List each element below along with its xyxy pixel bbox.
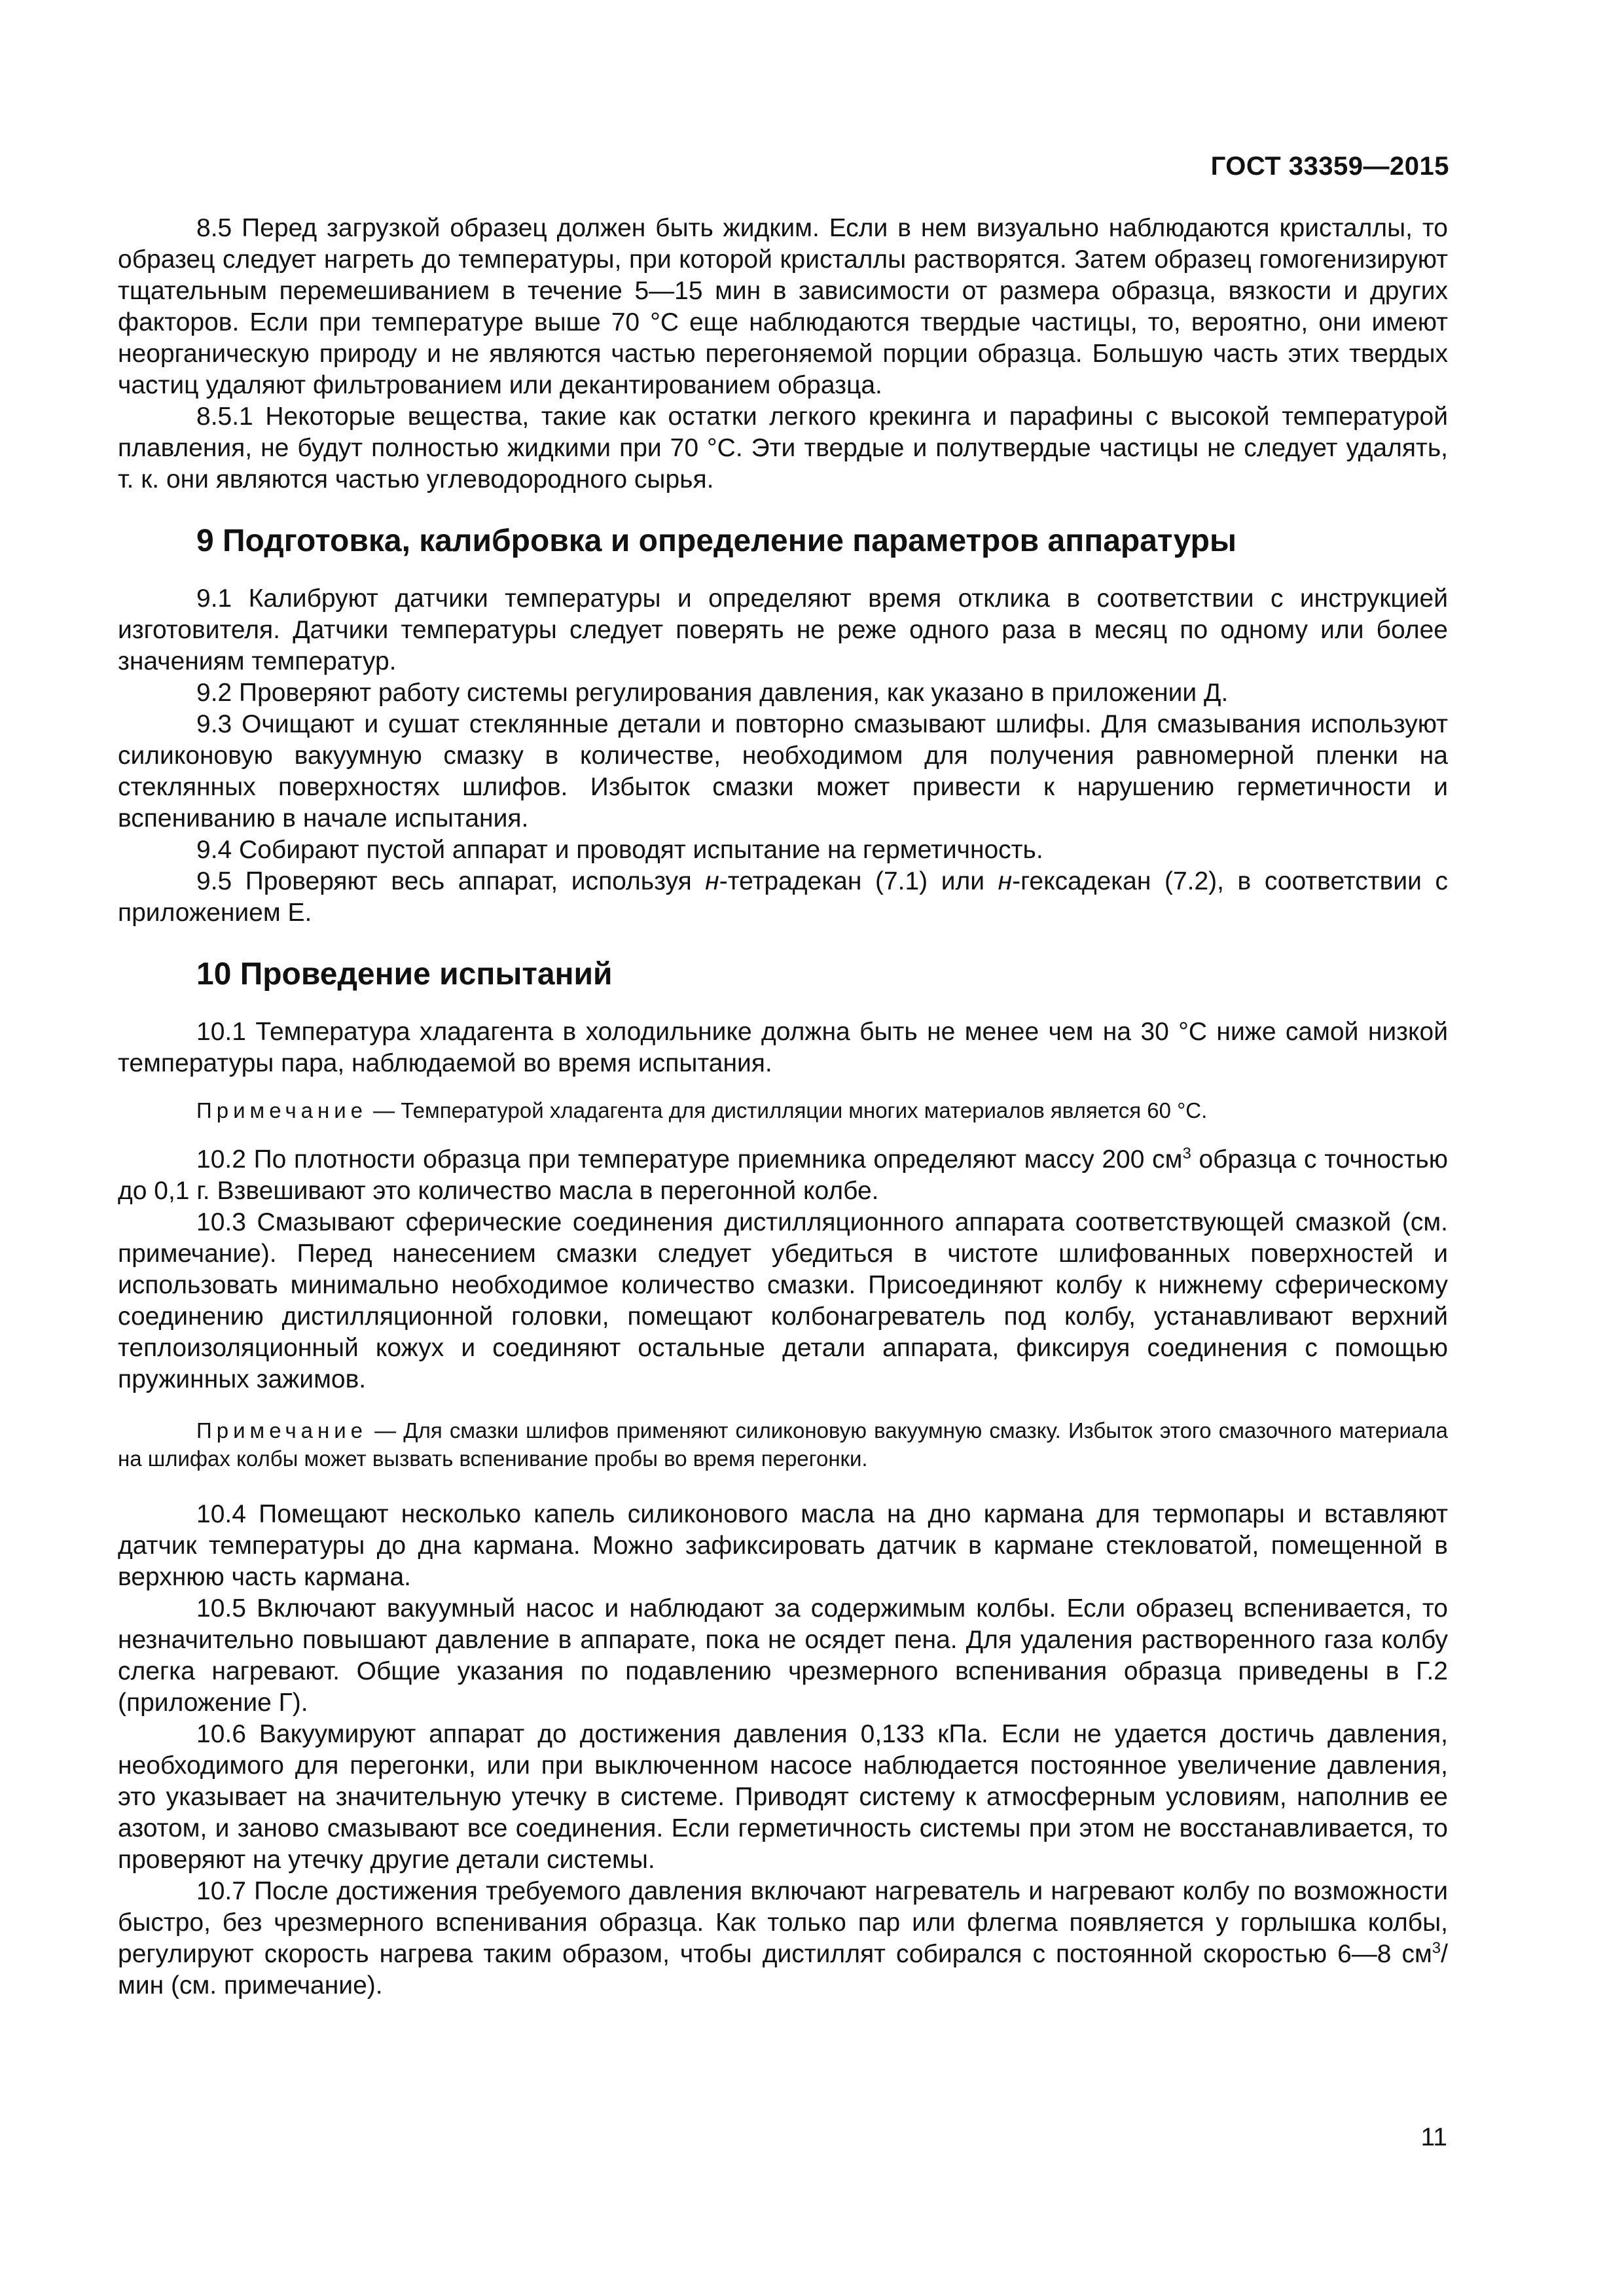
note-1-text: — Температурой хладагента для дистилляции многих материалов является 60 °С. xyxy=(367,1098,1208,1122)
paragraph-9-5-text-3: -гексадекан (7.2), в соответствии с приложением Е. xyxy=(118,867,1448,927)
paragraph-10-6: 10.6 Вакуумируют аппарат до достижения давления 0,133 кПа. Если не удается достичь давления, необходимого для перегонки, или при выключенном насосе наблюдается постоянное увеличение давления, это указывает на значительную утечку в системе. Приводят систему к атмосферным условиям, наполнив ее азотом, и заново смазывают все соединения. Если герметичность системы при этом не восстанавливается, то проверяют на утечку другие детали системы. xyxy=(118,1720,1448,1874)
paragraph-10-1: 10.1 Температура хладагента в холодильнике должна быть не менее чем на 30 °С ниже самой низкой температуры пара, наблюдаемой во время испытания. xyxy=(118,1018,1448,1077)
paragraph-10-4: 10.4 Помещают несколько капель силиконового масла на дно кармана для термопары и вставляют датчик температуры до дна кармана. Можно зафиксировать датчик в кармане стекловатой, помещенной в верхнюю часть кармана. xyxy=(118,1500,1448,1591)
italic-n-1: н xyxy=(705,867,719,895)
note-1 xyxy=(118,1096,1448,1124)
note-2-label: Примечание xyxy=(196,1418,368,1443)
paragraph-10-7-text-1: 10.7 После достижения требуемого давления включают нагреватель и нагревают колбу по возможности быстро, без чрезмерного вспенивания образца. Как только пар или флегма появляется у горлышка колбы, регулируют скорость нагрева таким образом, чтобы дистиллят собирался с постоянной скоростью 6—8 см xyxy=(118,1877,1448,1968)
paragraph-9-5 xyxy=(118,866,1448,929)
paragraph-9-5-text-2: -тетрадекан (7.1) или xyxy=(719,867,998,895)
paragraph-10-3: 10.3 Смазывают сферические соединения дистилляционного аппарата соответствующей смазкой (см. примечание). Перед нанесением смазки следует убедиться в чистоте шлифованных поверхностей и использовать минимально необходимое количество смазки. Присоединяют колбу к нижнему сферическому соединению дистилляционной головки, помещают колбонагреватель под колбу, устанавливают верхний теплоизоляционный кожух и соединяют остальные детали аппарата, фиксируя соединения с помощью пружинных зажимов. xyxy=(118,1208,1448,1393)
paragraph-10-7 xyxy=(118,1876,1448,2001)
note-1-label: Примечание xyxy=(196,1098,368,1122)
page-number: 11 xyxy=(1420,2123,1447,2151)
section-9-heading: 9 Подготовка, калибровка и определение параметров аппаратуры xyxy=(196,524,1236,558)
paragraph-10-2-text-2: образца с точностью до 0,1 г. Взвешивают это количество масла в перегонной колбе. xyxy=(118,1145,1448,1205)
note-2-text: — Для смазки шлифов применяют силиконовую вакуумную смазку. Избыток этого смазочного материала на шлифах колбы может вызвать вспенивание пробы во время перегонки. xyxy=(118,1418,1448,1471)
paragraph-10-5: 10.5 Включают вакуумный насос и наблюдают за содержимым колбы. Если образец вспенивается, то незначительно повышают давление в аппарате, пока не осядет пена. Для удаления растворенного газа колбу слегка нагревают. Общие указания по подавлению чрезмерного вспенивания образца приведены в Г.2 (приложение Г). xyxy=(118,1594,1448,1717)
paragraph-10-2 xyxy=(118,1144,1448,1207)
superscript-3: 3 xyxy=(1432,1939,1441,1957)
paragraph-9-3: 9.3 Очищают и сушат стеклянные детали и повторно смазывают шлифы. Для смазывания используют силиконовую вакуумную смазку в количестве, необходимом для получения равномерной пленки на стеклянных поверхностях шлифов. Избыток смазки может привести к нарушению герметичности и вспениванию в начале испытания. xyxy=(118,710,1448,833)
paragraph-9-4: 9.4 Собирают пустой аппарат и проводят испытание на герметичность. xyxy=(196,836,1043,864)
note-2 xyxy=(118,1416,1448,1473)
paragraph-10-7-text-2: /мин (см. примечание). xyxy=(118,1940,1448,2000)
paragraph-9-2: 9.2 Проверяют работу системы регулирования давления, как указано в приложении Д. xyxy=(196,679,1229,707)
italic-n-2: н xyxy=(998,867,1013,895)
section-10-heading: 10 Проведение испытаний xyxy=(196,957,613,992)
paragraph-8-5: 8.5 Перед загрузкой образец должен быть жидким. Если в нем визуально наблюдаются кристаллы, то образец следует нагреть до температуры, при которой кристаллы растворятся. Затем образец гомогенизируют тщательным перемешиванием в течение 5—15 мин в зависимости от размера образца, вязкости и других факторов. Если при температуре выше 70 °С еще наблюдаются твердые частицы, то, вероятно, они имеют неорганическую природу и не являются частью перегоняемой порции образца. Большую часть этих твердых частиц удаляют фильтрованием или декантированием образца. xyxy=(118,214,1448,399)
superscript-3: 3 xyxy=(1182,1145,1191,1162)
paragraph-10-2-text-1: 10.2 По плотности образца при температуре приемника определяют массу 200 см xyxy=(196,1145,1183,1174)
paragraph-9-1: 9.1 Калибруют датчики температуры и определяют время отклика в соответствии с инструкцией изготовителя. Датчики температуры следует поверять не реже одного раза в месяц по одному или более значениям температур. xyxy=(118,584,1448,675)
document-header-id: ГОСТ 33359—2015 xyxy=(1210,152,1449,181)
document-body xyxy=(118,213,1448,2001)
paragraph-8-5-1: 8.5.1 Некоторые вещества, такие как остатки легкого крекинга и парафины с высокой температурой плавления, не будут полностью жидкими при 70 °С. Эти твердые и полутвердые частицы не следует удалять, т. к. они являются частью углеводородного сырья. xyxy=(118,403,1448,493)
paragraph-9-5-text-1: 9.5 Проверяют весь аппарат, используя xyxy=(196,867,706,895)
